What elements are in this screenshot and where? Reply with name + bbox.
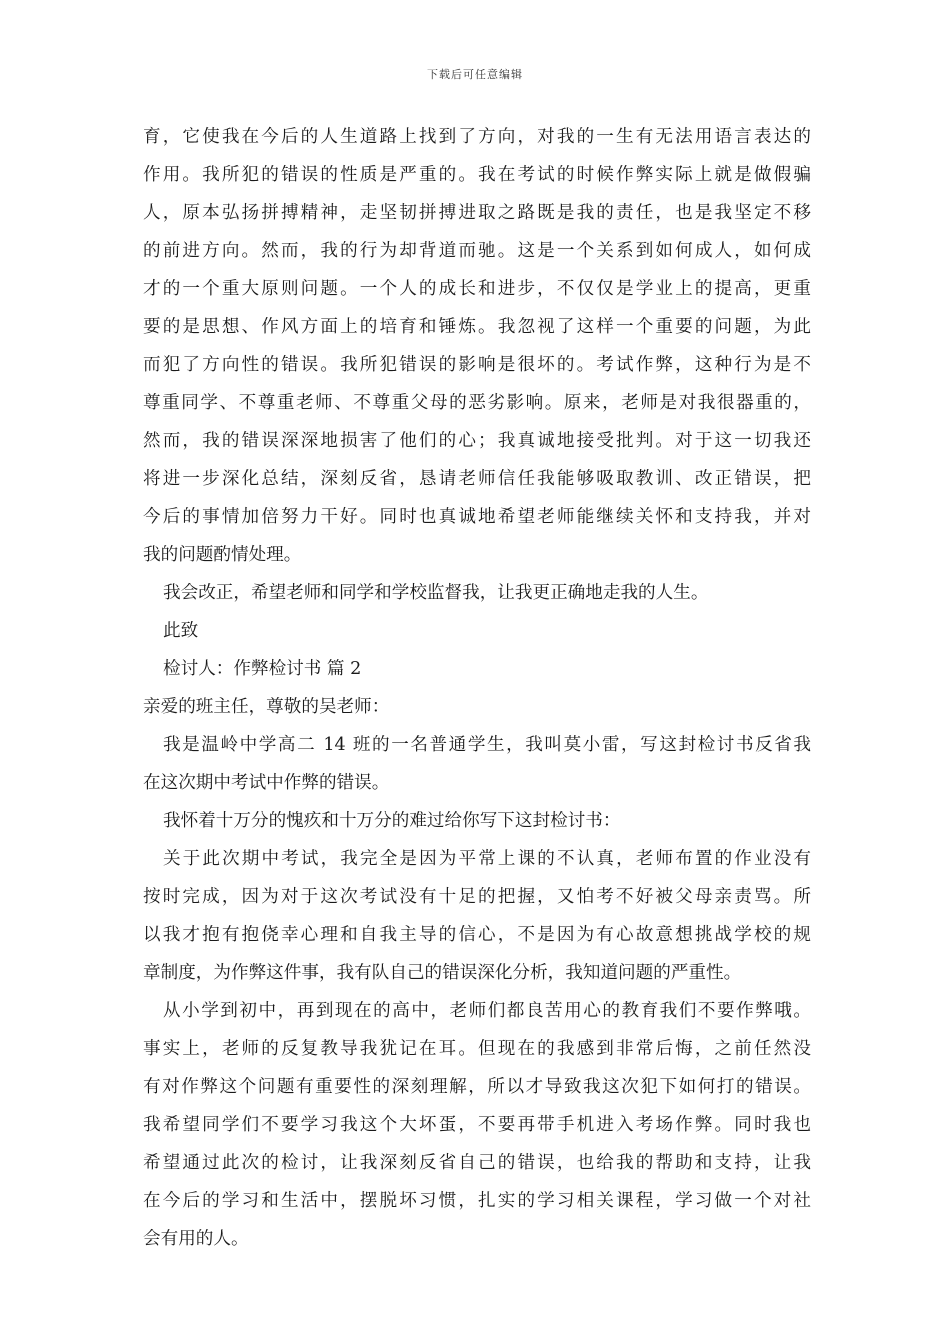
document-body (143, 118, 811, 1258)
text-line: 事实上，老师的反复教导我犹记在耳。但现在的我感到非常后悔，之前任然没 (143, 1039, 811, 1059)
text-line: 将进一步深化总结，深刻反省，恳请老师信任我能够吸取教训、改正错误，把 (143, 469, 811, 489)
text-line: 在今后的学习和生活中，摆脱坏习惯，扎实的学习相关课程，学习做一个对社 (143, 1191, 811, 1211)
text-line: 关于此次期中考试，我完全是因为平常上课的不认真，老师布置的作业没有 (163, 849, 811, 869)
text-line: 我是温岭中学高二 14 班的一名普通学生，我叫莫小雷，写这封检讨书反省我 (163, 735, 811, 755)
text-line: 育，它使我在今后的人生道路上找到了方向，对我的一生有无法用语言表达的 (143, 127, 811, 147)
text-line: 今后的事情加倍努力干好。同时也真诚地希望老师能继续关怀和支持我，并对 (143, 507, 811, 527)
text-line: 我怀着十万分的愧疚和十万分的难过给你写下这封检讨书： (163, 811, 621, 831)
text-line: 我希望同学们不要学习我这个大坏蛋，不要再带手机进入考场作弊。同时我也 (143, 1115, 811, 1135)
text-line: 我会改正，希望老师和同学和学校监督我，让我更正确地走我的人生。 (163, 583, 709, 603)
text-line: 我的问题酌情处理。 (143, 545, 302, 565)
closing-salutation: 此致 (163, 621, 199, 641)
text-line: 希望通过此次的检讨，让我深刻反省自己的错误，也给我的帮助和支持，让我 (143, 1153, 811, 1173)
page-header: 下载后可任意编辑 (427, 68, 523, 81)
signature-line: 检讨人：作弊检讨书 篇 2 (163, 659, 362, 679)
text-line: 才的一个重大原则问题。一个人的成长和进步，不仅仅是学业上的提高，更重 (143, 279, 811, 299)
text-line: 在这次期中考试中作弊的错误。 (143, 773, 390, 793)
text-line: 的前进方向。然而，我的行为却背道而驰。这是一个关系到如何成人，如何成 (143, 241, 811, 261)
text-line: 从小学到初中，再到现在的高中，老师们都良苦用心的教育我们不要作弊哦。 (163, 1001, 811, 1021)
text-line: 然而，我的错误深深地损害了他们的心；我真诚地接受批判。对于这一切我还 (143, 431, 811, 451)
text-line: 人，原本弘扬拼搏精神，走坚韧拼搏进取之路既是我的责任，也是我坚定不移 (143, 203, 811, 223)
text-line: 而犯了方向性的错误。我所犯错误的影响是很坏的。考试作弊，这种行为是不 (143, 355, 811, 375)
text-line: 章制度，为作弊这件事，我有队自己的错误深化分析，我知道问题的严重性。 (143, 963, 742, 983)
text-line: 以我才抱有抱侥幸心理和自我主导的信心，不是因为有心故意想挑战学校的规 (143, 925, 811, 945)
text-line: 尊重同学、不尊重老师、不尊重父母的恶劣影响。原来，老师是对我很器重的， (143, 393, 811, 413)
greeting-line: 亲爱的班主任，尊敬的吴老师： (143, 697, 390, 717)
text-line: 作用。我所犯的错误的性质是严重的。我在考试的时候作弊实际上就是做假骗 (143, 165, 811, 185)
text-line: 会有用的人。 (143, 1229, 249, 1249)
text-line: 要的是思想、作风方面上的培育和锤炼。我忽视了这样一个重要的问题，为此 (143, 317, 811, 337)
text-line: 有对作弊这个问题有重要性的深刻理解，所以才导致我这次犯下如何打的错误。 (143, 1077, 811, 1097)
text-line: 按时完成，因为对于这次考试没有十足的把握，又怕考不好被父母亲责骂。所 (143, 887, 811, 907)
